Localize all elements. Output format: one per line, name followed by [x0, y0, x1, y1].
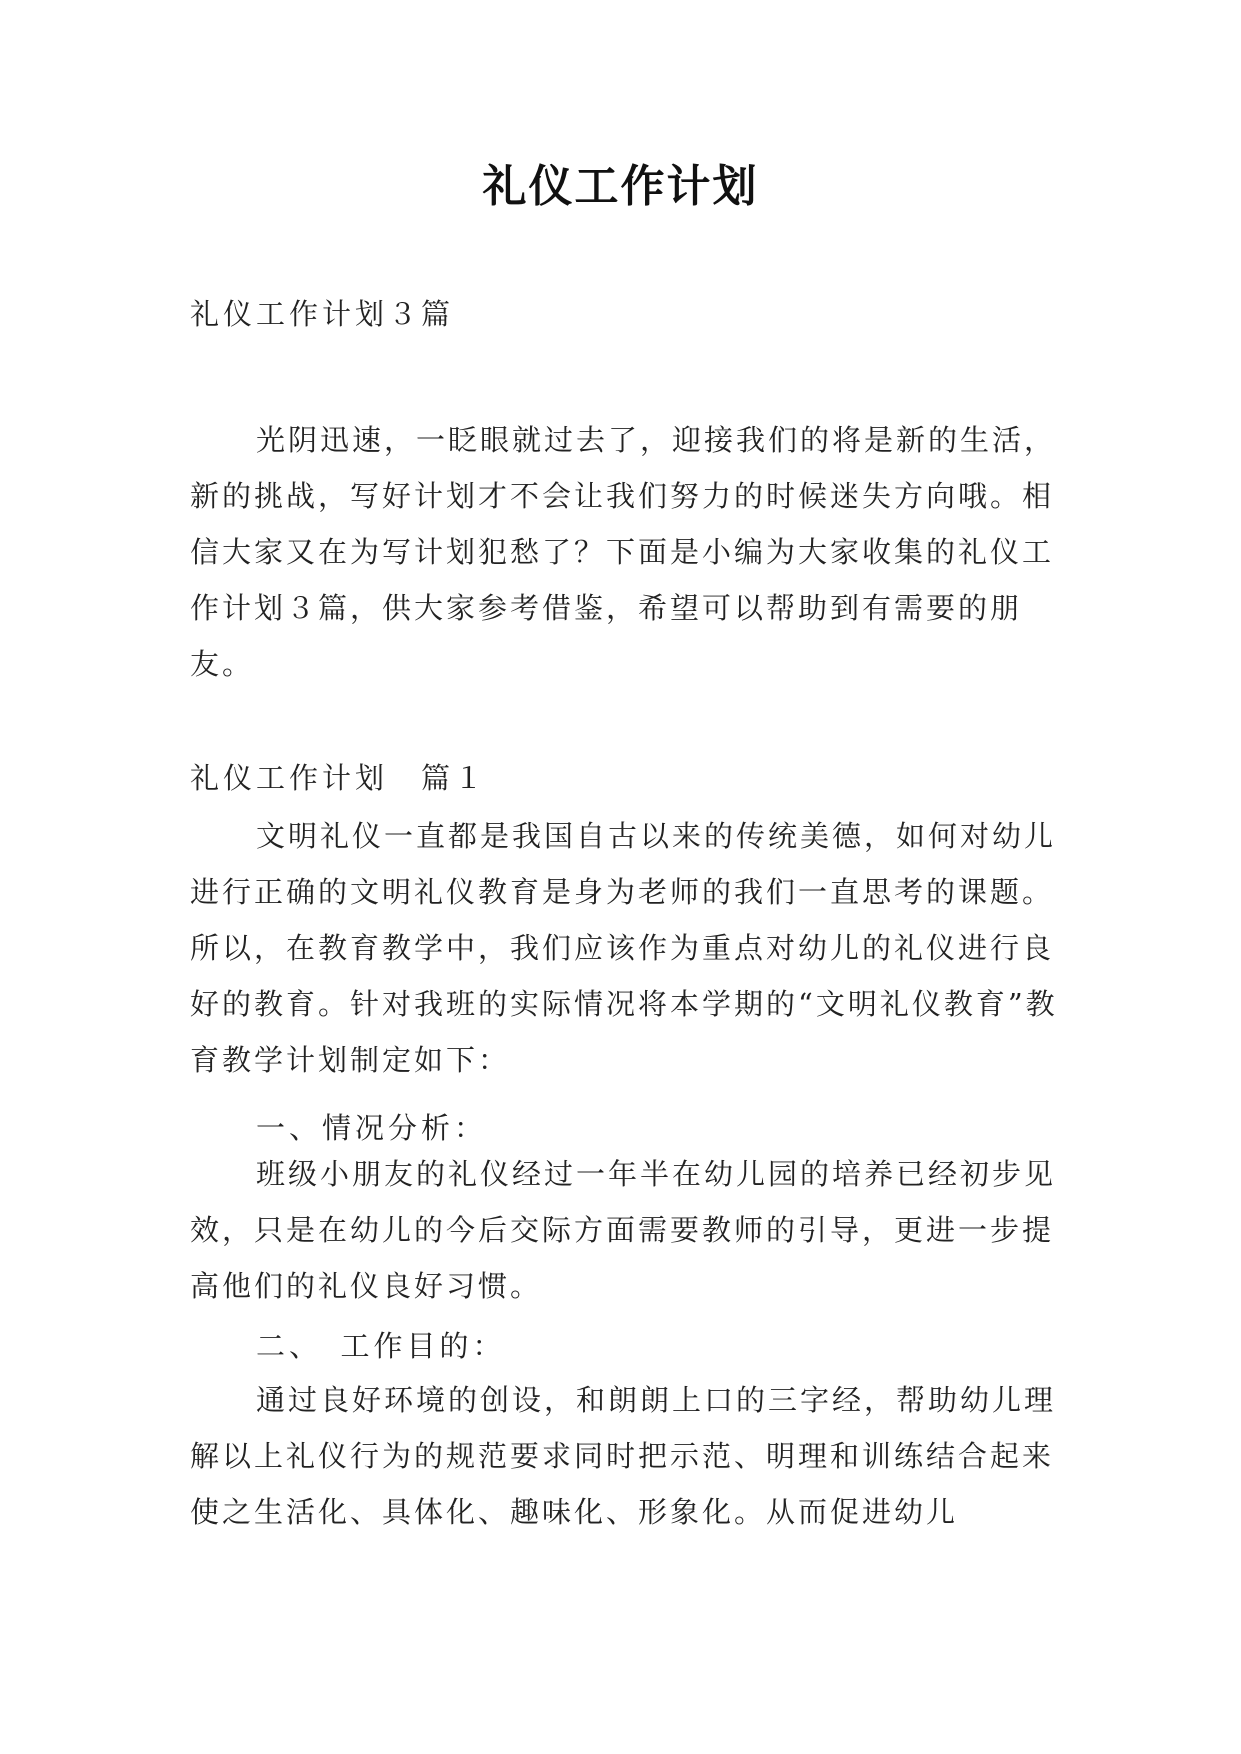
item1-heading: 一、情况分析：: [256, 1111, 488, 1145]
document-title: 礼仪工作计划: [482, 161, 759, 212]
item2-paragraph: 通过良好环境的创设，和朗朗上口的三字经，帮助幼儿理解以上礼仪行为的规范要求同时把示范、明理和训练结合起来使之生活化、具体化、趣味化、形象化。从而促进幼儿: [190, 1383, 1057, 1529]
section1-paragraph: 文明礼仪一直都是我国自古以来的传统美德，如何对幼儿进行正确的文明礼仪教育是身为老师的我们一直思考的课题。所以，在教育教学中，我们应该作为重点对幼儿的礼仪进行良好的教育。针对我班的实际情况将本学期的“文明礼仪教育”教育教学计划制定如下：: [190, 819, 1058, 1077]
document-subtitle: 礼仪工作计划３篇: [190, 297, 455, 331]
item2-heading: 二、 工作目的：: [256, 1329, 506, 1363]
intro-paragraph: 光阴迅速，一眨眼就过去了，迎接我们的将是新的生活，新的挑战，写好计划才不会让我们努力的时候迷失方向哦。相信大家又在为写计划犯愁了？下面是小编为大家收集的礼仪工作计划３篇，供大家参考借鉴，希望可以帮助到有需要的朋友。: [190, 423, 1057, 681]
section1-heading: 礼仪工作计划 篇１: [190, 761, 488, 795]
item1-paragraph: 班级小朋友的礼仪经过一年半在幼儿园的培养已经初步见效，只是在幼儿的今后交际方面需要教师的引导，更进一步提高他们的礼仪良好习惯。: [190, 1157, 1057, 1303]
